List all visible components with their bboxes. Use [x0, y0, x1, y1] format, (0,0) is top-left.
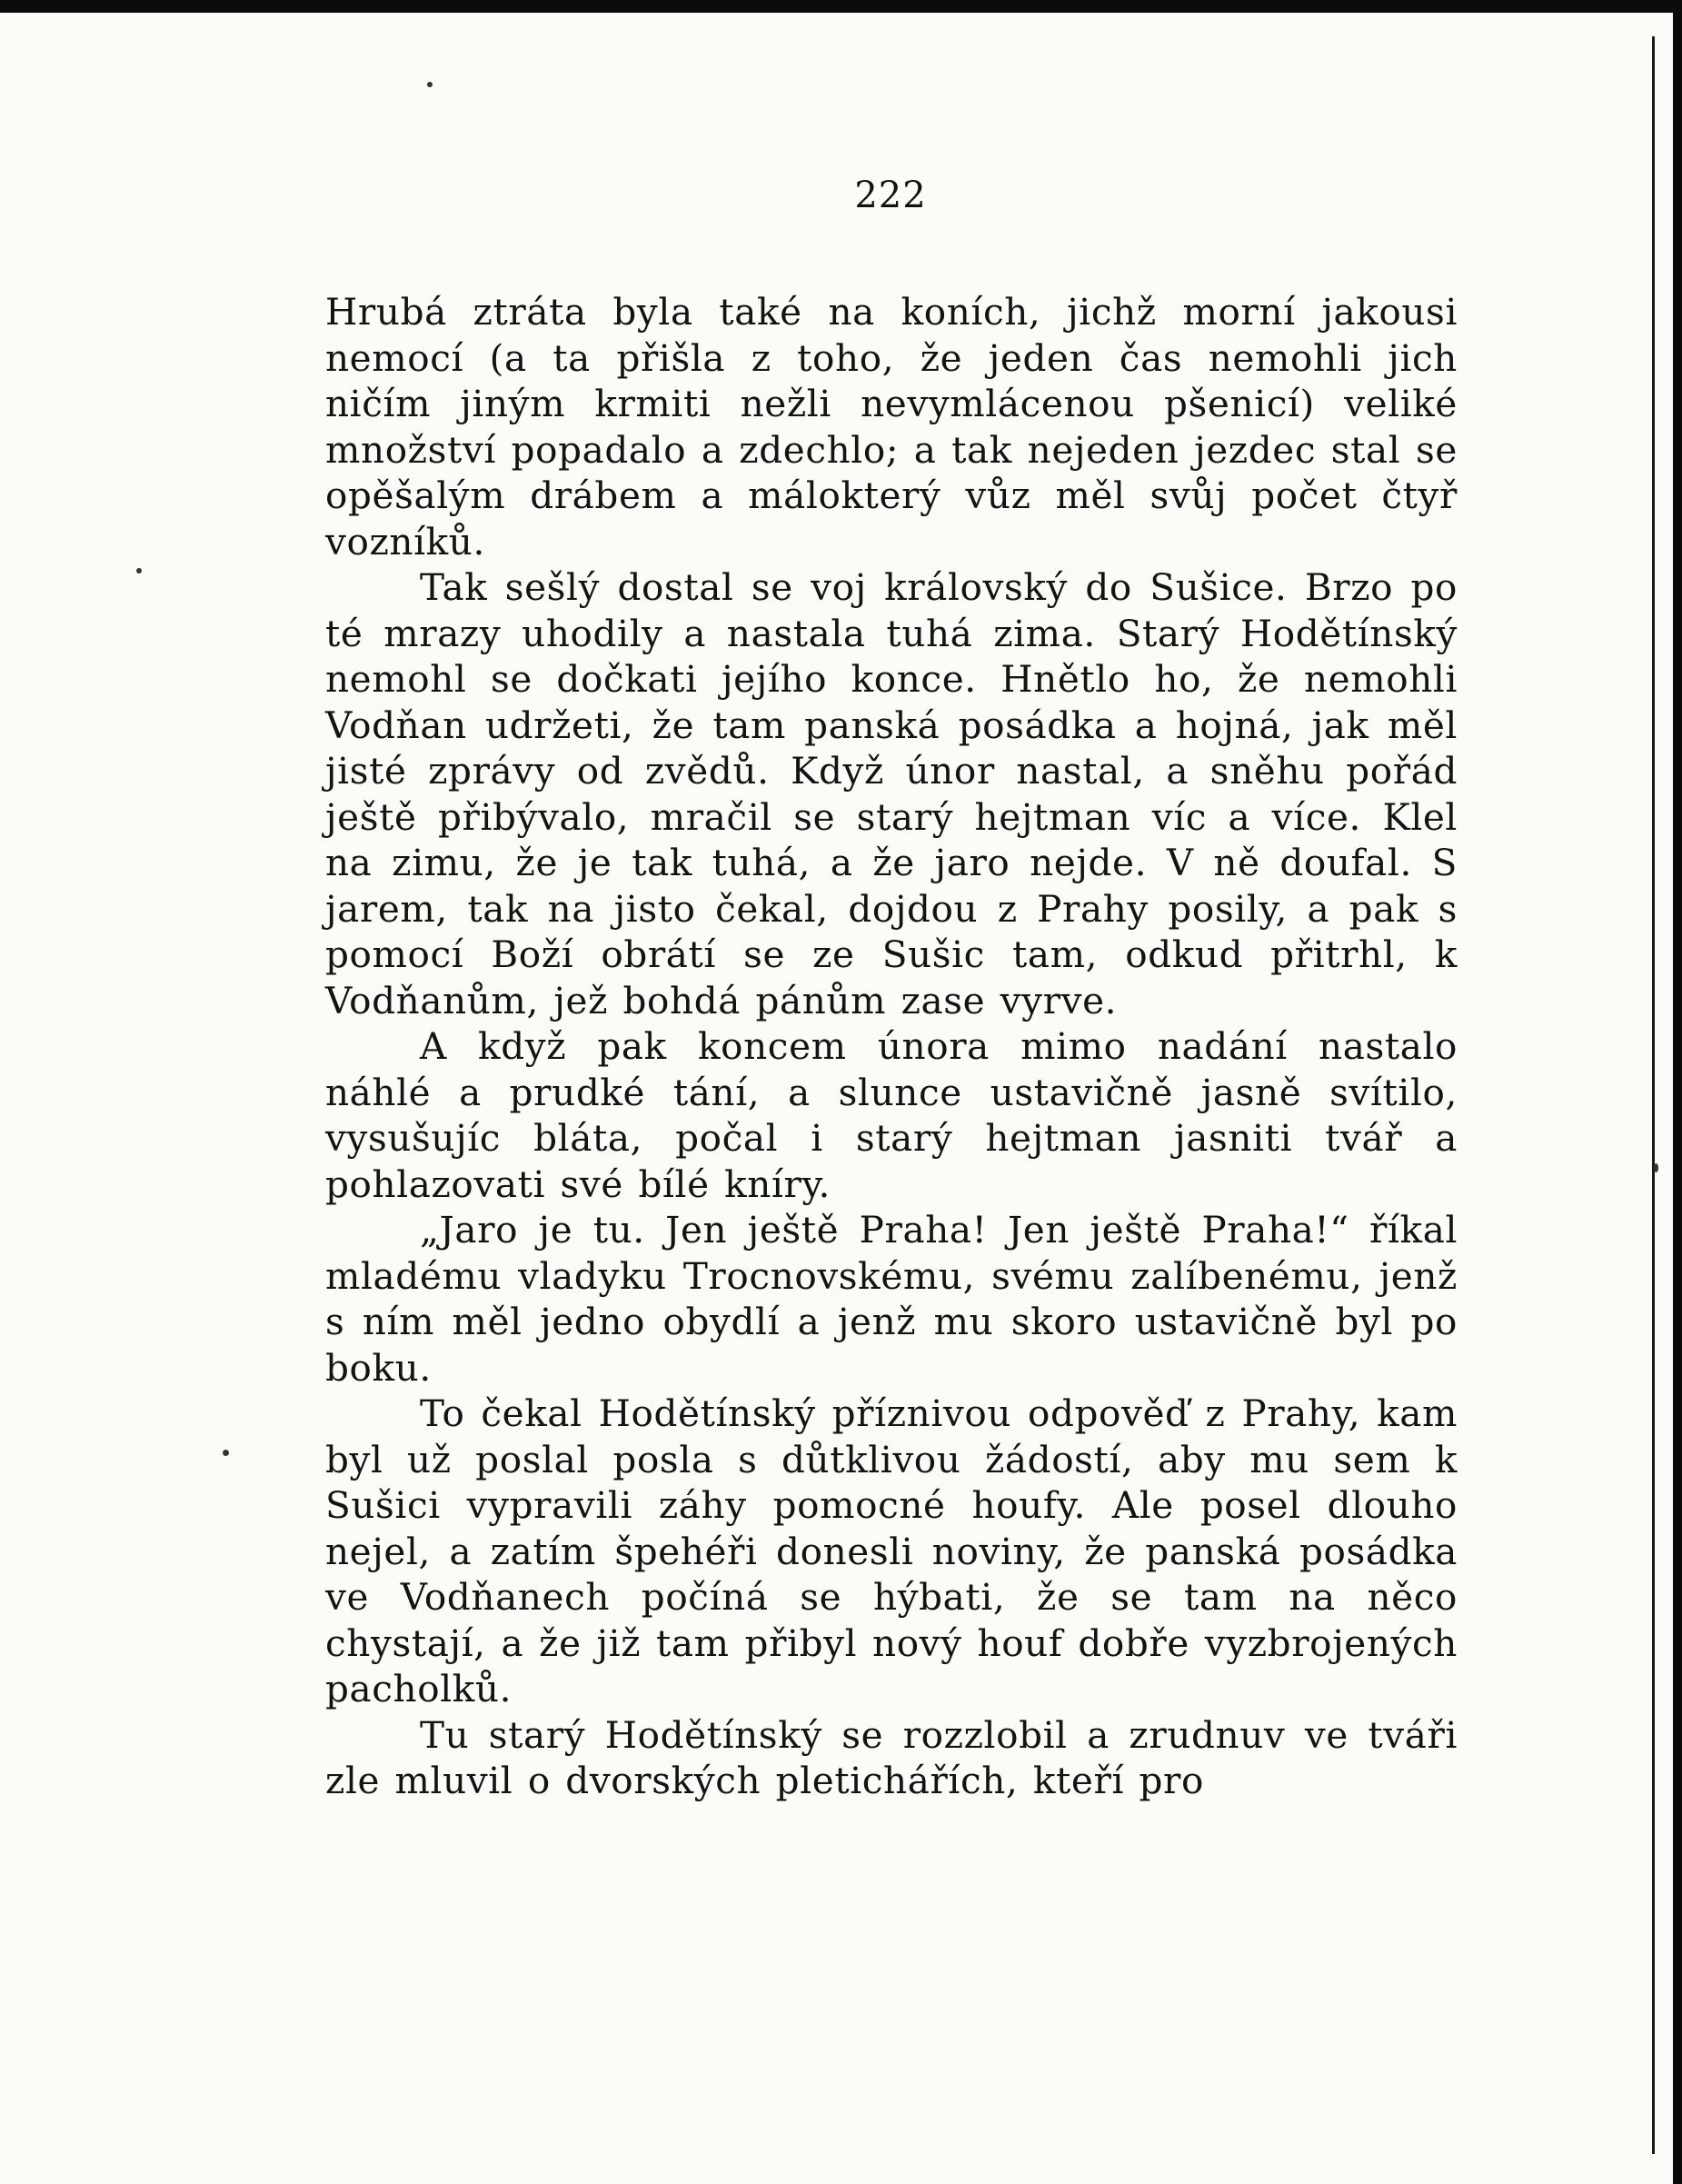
paragraph: „Jaro je tu. Jen ještě Praha! Jen ještě Praha!“ říkal mladému vladyku Trocnovskému, svému zalíbenému, jenž s ním měl jedno obydlí a jenž mu skoro ustavičně byl po boku.	[325, 1208, 1458, 1390]
scan-speck	[136, 568, 142, 573]
scan-top-border	[0, 0, 1682, 13]
scan-speck	[1654, 1163, 1658, 1172]
scan-speck	[427, 82, 433, 87]
scan-right-border	[1673, 0, 1682, 2184]
body-text	[325, 289, 1458, 1804]
page-number: 222	[854, 175, 927, 216]
paragraph: To čekal Hodětínský příznivou odpověď z Prahy, kam byl už poslal posla s důtklivou žádostí, aby mu sem k Sušici vypravili záhy pomocné houfy. Ale posel dlouho nejel, a zatím špehéři donesli noviny, že panská posádka ve Vodňanech počíná se hýbati, že se tam na něco chystají, a že již tam přibyl nový houf dobře vyzbrojených pacholků.	[325, 1391, 1458, 1710]
scan-speck	[223, 1450, 229, 1456]
paragraph: Hrubá ztráta byla také na koních, jichž morní jakousi nemocí (a ta přišla z toho, že jeden čas nemohli jich ničím jiným krmiti nežli nevymlácenou pšenicí) veliké množství popadalo a zdechlo; a tak nejeden jezdec stal se opěšalým drábem a málokterý vůz měl svůj počet čtyř vozníků.	[325, 290, 1458, 563]
paragraph: Tu starý Hodětínský se rozzlobil a zrudnuv ve tváři zle mluvil o dvorských pletichářích, kteří pro	[325, 1712, 1458, 1802]
paragraph: Tak sešlý dostal se voj královský do Sušice. Brzo po té mrazy uhodily a nastala tuhá zima. Starý Hodětínský nemohl se dočkati jejího konce. Hnětlo ho, že nemohli Vodňan udržeti, že tam panská posádka a hojná, jak měl jisté zprávy od zvědů. Když únor nastal, a sněhu pořád ještě přibývalo, mračil se starý hejtman víc a více. Klel na zimu, že je tak tuhá, a že jaro nejde. V ně doufal. S jarem, tak na jisto čekal, dojdou z Prahy posily, a pak s pomocí Boží obrátí se ze Sušic tam, odkud přitrhl, k Vodňanům, jež bohdá pánům zase vyrve.	[325, 565, 1458, 1022]
paragraph: A když pak koncem února mimo nadání nastalo náhlé a prudké tání, a slunce ustavičně jasně svítilo, vysušujíc bláta, počal i starý hejtman jasniti tvář a pohlazovati své bílé kníry.	[325, 1024, 1458, 1206]
scan-right-edge-line	[1652, 36, 1655, 2154]
